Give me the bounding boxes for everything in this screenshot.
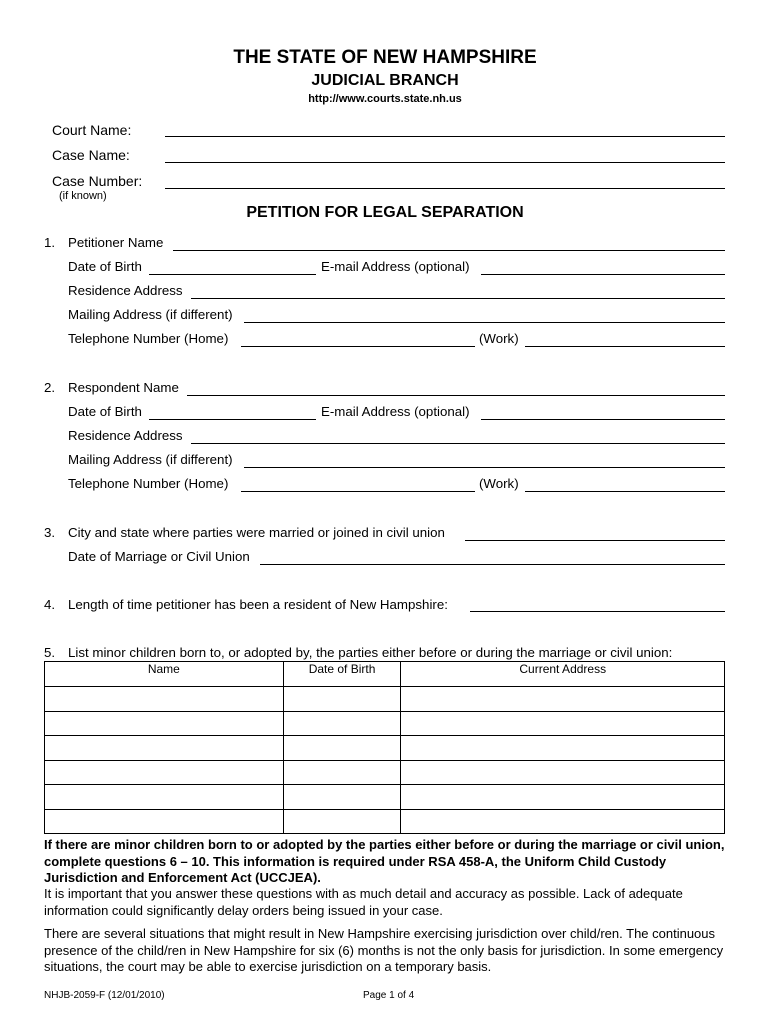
column-header-dob: Date of Birth bbox=[283, 662, 401, 687]
child-name-cell[interactable] bbox=[45, 809, 284, 834]
respondent-dob-field[interactable] bbox=[149, 419, 316, 420]
child-dob-cell[interactable] bbox=[283, 736, 401, 761]
children-table bbox=[44, 661, 725, 834]
respondent-phone-home-label: Telephone Number (Home) bbox=[68, 476, 229, 491]
child-dob-cell[interactable] bbox=[283, 785, 401, 810]
child-name-cell[interactable] bbox=[45, 760, 284, 785]
child-name-cell[interactable] bbox=[45, 785, 284, 810]
respondent-phone-work-field[interactable] bbox=[525, 491, 725, 492]
respondent-residence-label: Residence Address bbox=[68, 428, 183, 443]
court-name-label: Court Name: bbox=[52, 122, 132, 138]
child-name-cell[interactable] bbox=[45, 687, 284, 712]
petitioner-email-field[interactable] bbox=[481, 274, 725, 275]
respondent-phone-work-label: (Work) bbox=[479, 476, 519, 491]
respondent-name-field[interactable] bbox=[187, 395, 725, 396]
table-row bbox=[45, 760, 725, 785]
petitioner-residence-label: Residence Address bbox=[68, 283, 183, 298]
residency-label: Length of time petitioner has been a resident of New Hampshire: bbox=[68, 597, 448, 612]
court-url: http://www.courts.state.nh.us bbox=[308, 93, 462, 105]
table-row bbox=[45, 809, 725, 834]
petitioner-dob-label: Date of Birth bbox=[68, 259, 142, 274]
petitioner-phone-home-field[interactable] bbox=[241, 346, 475, 347]
case-number-label: Case Number: bbox=[52, 173, 143, 189]
respondent-residence-field[interactable] bbox=[191, 443, 725, 444]
child-address-cell[interactable] bbox=[401, 809, 725, 834]
child-dob-cell[interactable] bbox=[283, 760, 401, 785]
q5-number: 5. bbox=[44, 645, 56, 660]
child-dob-cell[interactable] bbox=[283, 809, 401, 834]
table-row bbox=[45, 736, 725, 761]
petitioner-phone-work-label: (Work) bbox=[479, 331, 519, 346]
child-name-cell[interactable] bbox=[45, 711, 284, 736]
marriage-place-field[interactable] bbox=[465, 540, 725, 541]
case-number-field[interactable] bbox=[165, 188, 725, 189]
child-name-cell[interactable] bbox=[45, 736, 284, 761]
branch-title: JUDICIAL BRANCH bbox=[311, 72, 459, 89]
table-row bbox=[45, 785, 725, 810]
petitioner-dob-field[interactable] bbox=[149, 274, 316, 275]
petitioner-residence-field[interactable] bbox=[191, 298, 725, 299]
child-dob-cell[interactable] bbox=[283, 687, 401, 712]
respondent-email-label: E-mail Address (optional) bbox=[321, 404, 470, 419]
form-id: NHJB-2059-F (12/01/2010) bbox=[44, 990, 165, 1001]
if-known-note: (if known) bbox=[59, 190, 107, 202]
respondent-mailing-field[interactable] bbox=[244, 467, 725, 468]
child-dob-cell[interactable] bbox=[283, 711, 401, 736]
child-address-cell[interactable] bbox=[401, 785, 725, 810]
column-header-name: Name bbox=[45, 662, 284, 687]
petitioner-name-label: Petitioner Name bbox=[68, 235, 164, 250]
petitioner-name-field[interactable] bbox=[173, 250, 725, 251]
column-header-address: Current Address bbox=[401, 662, 725, 687]
jurisdiction-notice: There are several situations that might result in New Hampshire exercising jurisdiction over child/ren. The continuous presence of the child/ren in New Hampshire for six (6) months is not the only basis for jurisdiction. In some emergency situations, the court may be able to exercise jurisdiction on a temporary basis. bbox=[44, 926, 724, 974]
petitioner-phone-home-label: Telephone Number (Home) bbox=[68, 331, 229, 346]
respondent-name-label: Respondent Name bbox=[68, 380, 179, 395]
respondent-mailing-label: Mailing Address (if different) bbox=[68, 452, 233, 467]
child-address-cell[interactable] bbox=[401, 736, 725, 761]
form-title: PETITION FOR LEGAL SEPARATION bbox=[246, 204, 524, 221]
child-address-cell[interactable] bbox=[401, 687, 725, 712]
q2-number: 2. bbox=[44, 380, 56, 395]
respondent-dob-label: Date of Birth bbox=[68, 404, 142, 419]
uccjea-notice: If there are minor children born to or adopted by the parties either before or during the marriage or civil union, complete questions 6 – 10. This information is required under RSA 458-A, the Uniform Child Custody Jurisdiction and Enforcement Act (UCCJEA). bbox=[44, 837, 725, 885]
marriage-date-field[interactable] bbox=[260, 564, 725, 565]
petitioner-email-label: E-mail Address (optional) bbox=[321, 259, 470, 274]
child-address-cell[interactable] bbox=[401, 711, 725, 736]
marriage-place-label: City and state where parties were married or joined in civil union bbox=[68, 525, 445, 540]
page-number: Page 1 of 4 bbox=[363, 990, 415, 1001]
case-name-field[interactable] bbox=[165, 162, 725, 163]
child-address-cell[interactable] bbox=[401, 760, 725, 785]
accuracy-notice: It is important that you answer these questions with as much detail and accuracy as possible. Lack of adequate information could significantly delay orders being issued in your case. bbox=[44, 886, 683, 918]
respondent-phone-home-field[interactable] bbox=[241, 491, 475, 492]
children-label: List minor children born to, or adopted by, the parties either before or during the marriage or civil union: bbox=[68, 645, 673, 660]
marriage-date-label: Date of Marriage or Civil Union bbox=[68, 549, 250, 564]
state-title: THE STATE OF NEW HAMPSHIRE bbox=[233, 47, 537, 68]
petitioner-mailing-label: Mailing Address (if different) bbox=[68, 307, 233, 322]
court-name-field[interactable] bbox=[165, 136, 725, 137]
q3-number: 3. bbox=[44, 525, 56, 540]
table-row bbox=[45, 687, 725, 712]
children-table-header bbox=[45, 662, 725, 687]
q1-number: 1. bbox=[44, 235, 56, 250]
case-name-label: Case Name: bbox=[52, 147, 130, 163]
petitioner-mailing-field[interactable] bbox=[244, 322, 725, 323]
petitioner-phone-work-field[interactable] bbox=[525, 346, 725, 347]
q4-number: 4. bbox=[44, 597, 56, 612]
respondent-email-field[interactable] bbox=[481, 419, 725, 420]
table-row bbox=[45, 711, 725, 736]
residency-field[interactable] bbox=[470, 611, 725, 612]
